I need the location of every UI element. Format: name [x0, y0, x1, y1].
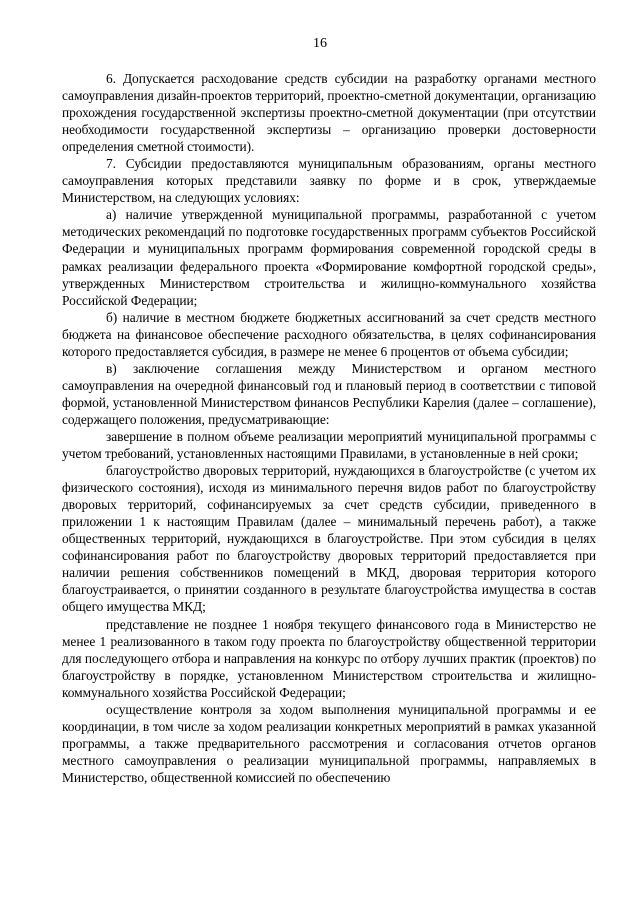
agreement-clause-project-submission: представление не позднее 1 ноября текущего финансового года в Министерство не менее 1 реализованного в таком году проекта по благоустройству общественной территории для последующего отбора и направления на конкурс по отбору лучших практик (проектов) по благоустройству в порядке, установленном Министерством строительства и жилищно-коммунального хозяйства Российской Федерации;: [62, 616, 596, 700]
agreement-clause-courtyard-improvement: благоустройство дворовых территорий, нуждающихся в благоустройстве (с учетом их физического состояния), исходя из минимального перечня видов работ по благоустройству дворовых территорий, софинансируемых за счет средств субсидии, приведенного в приложении 1 к настоящим Правилам (далее – минимальный перечень работ), а также общественных территорий, нуждающихся в благоустройстве. При этом субсидия в целях софинансирования работ по благоустройству дворовых территорий предоставляется при наличии решения собственников помещений в МКД, дворовая территория которого благоустраивается, о принятии созданного в результате благоустройства имущества в состав общего имущества МКД;: [62, 463, 596, 615]
condition-c-agreement: в) заключение соглашения между Министерством и органом местного самоуправления на очередной финансовый год и плановый период в соответствии с типовой формой, установленной Министерством финансов Республики Карелия (далее – соглашение), содержащего положения, предусматривающие:: [62, 360, 596, 427]
page-number: 16: [313, 36, 327, 51]
agreement-clause-monitoring: осуществление контроля за ходом выполнения муниципальной программы и ее координации, в том числе за ходом реализации конкретных мероприятий в рамках указанной программы, а также предварительного рассмотрения и согласования отчетов органов местного самоуправления о реализации муниципальной программы, направляемых в Министерство, общественной комиссией по обеспечению: [62, 701, 596, 785]
agreement-clause-completion: завершение в полном объеме реализации мероприятий муниципальной программы с учетом требований, установленных настоящими Правилами, в установленные в ней сроки;: [62, 428, 596, 462]
paragraph-7-subsidy-conditions: 7. Субсидии предоставляются муниципальным образованиям, органы местного самоуправления которых представили заявку по форме и в срок, утверждаемые Министерством, на следующих условиях:: [62, 156, 596, 206]
condition-a-municipal-program: а) наличие утвержденной муниципальной программы, разработанной с учетом методических рекомендаций по подготовке государственных программ субъектов Российской Федерации и муниципальных программ формирования современной городской среды в рамках реализации федерального проекта «Формирование комфортной городской среды», утвержденных Министерством строительства и жилищно-коммунального хозяйства Российской Федерации;: [62, 207, 596, 308]
condition-b-local-budget: б) наличие в местном бюджете бюджетных ассигнований за счет средств местного бюджета на финансовое обеспечение расходного обязательства, в целях софинансирования которого предоставляется субсидия, в размере не менее 6 процентов от объема субсидии;: [62, 309, 596, 359]
paragraph-6-expenditure-design-projects: 6. Допускается расходование средств субсидии на разработку органами местного самоуправления дизайн-проектов территорий, проектно-сметной документации, организацию прохождения государственной экспертизы проектно-сметной документации (при отсутствии необходимости государственной экспертизы – организацию проверки достоверности определения сметной стоимости).: [62, 71, 596, 155]
document-body: [62, 70, 596, 786]
